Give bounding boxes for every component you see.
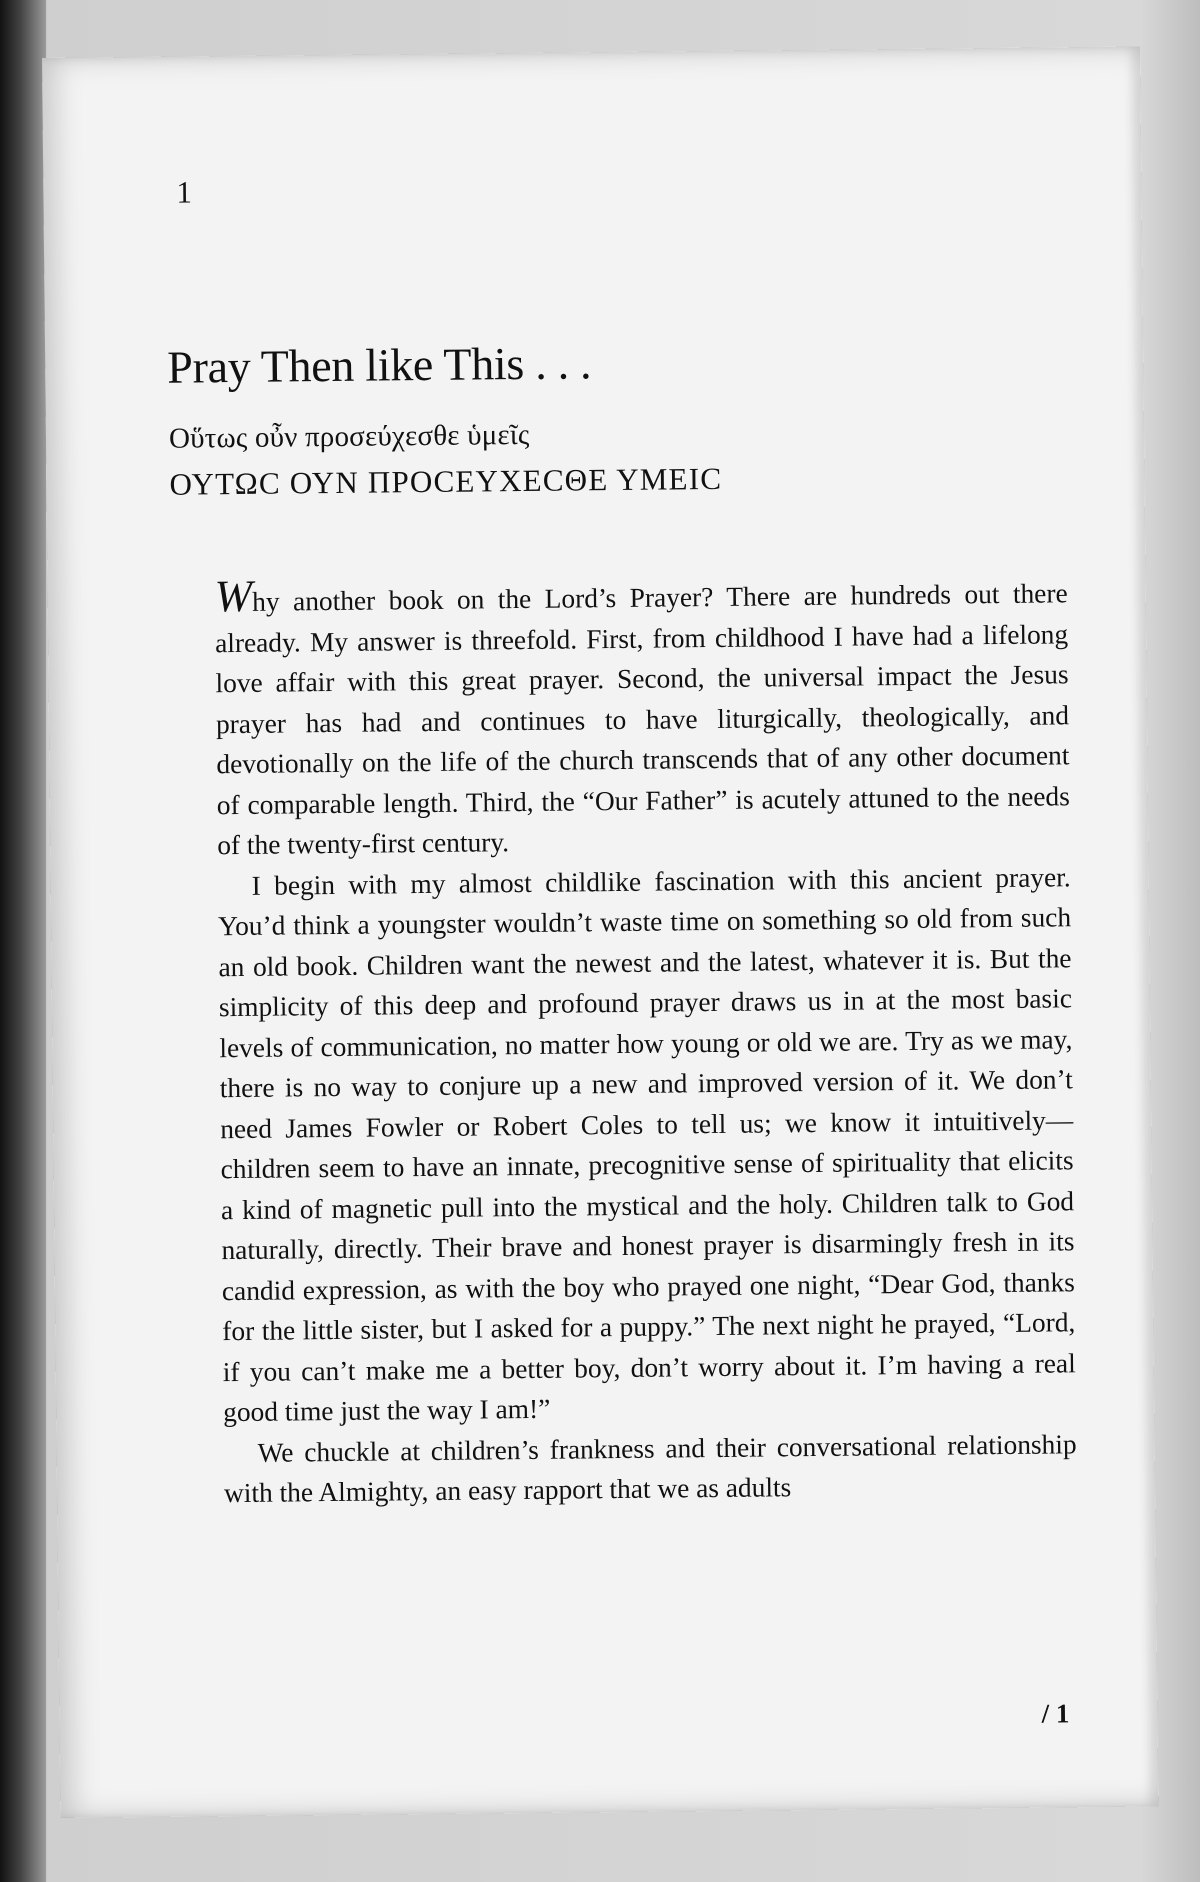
bottom-page-number: / 1 (1041, 1698, 1070, 1729)
paragraph-1: Why another book on the Lord’s Prayer? There are hundreds out there already. My answer is threefold. First, from childhood I have had a lifelong love affair with this great prayer. Second, the universal impact the Jesus prayer has had and continues to have liturgically, theologically, and devotionally on the life of the church transcends that of any other document of comparable length. Third, the “Our Father” is acutely attuned to the needs of the twenty-first century. (214, 570, 1070, 861)
book-spine-shadow (0, 0, 46, 1882)
body-text (214, 565, 1077, 1513)
book-page (42, 47, 1158, 1818)
paragraph-3: We chuckle at children’s frankness and their conversational relationship with the Almighty, an easy rapport that we as adults (223, 1428, 1077, 1509)
top-page-number: 1 (176, 174, 193, 210)
chapter-title: Pray Then like This . . . (166, 337, 592, 393)
greek-line-lowercase: Οὕτως οὖν προσεύχεσθε ὑμεῖς (168, 418, 530, 455)
greek-line-uppercase: ΟΥΤΩϹ ΟΥΝ ΠΡΟϹΕΥΧΕϹΘΕ ΥΜΕΙϹ (169, 460, 723, 502)
paragraph-2: I begin with my almost childlike fascination with this ancient prayer. You’d think a youngster wouldn’t waste time on something so old from such an old book. Children want the newest and the latest, whatever it is. But the simplicity of this deep and profound prayer draws us in at the most basic levels of communication, no matter how young or old we are. Try as we may, there is no way to conjure up a new and improved version of it. We don’t need James Fowler or Robert Coles to tell us; we know it intuitively—children seem to have an innate, precognitive sense of spirituality that elicits a kind of magnetic pull into the mystical and the holy. Children talk to God naturally, directly. Their brave and honest prayer is disarmingly fresh in its candid expression, as with the boy who prayed one night, “Dear God, thanks for the little sister, but I asked for a puppy.” The next night he prayed, “Lord, if you can’t make me a better boy, don’t worry about it. I’m having a real good time just the way I am!” (217, 861, 1076, 1428)
